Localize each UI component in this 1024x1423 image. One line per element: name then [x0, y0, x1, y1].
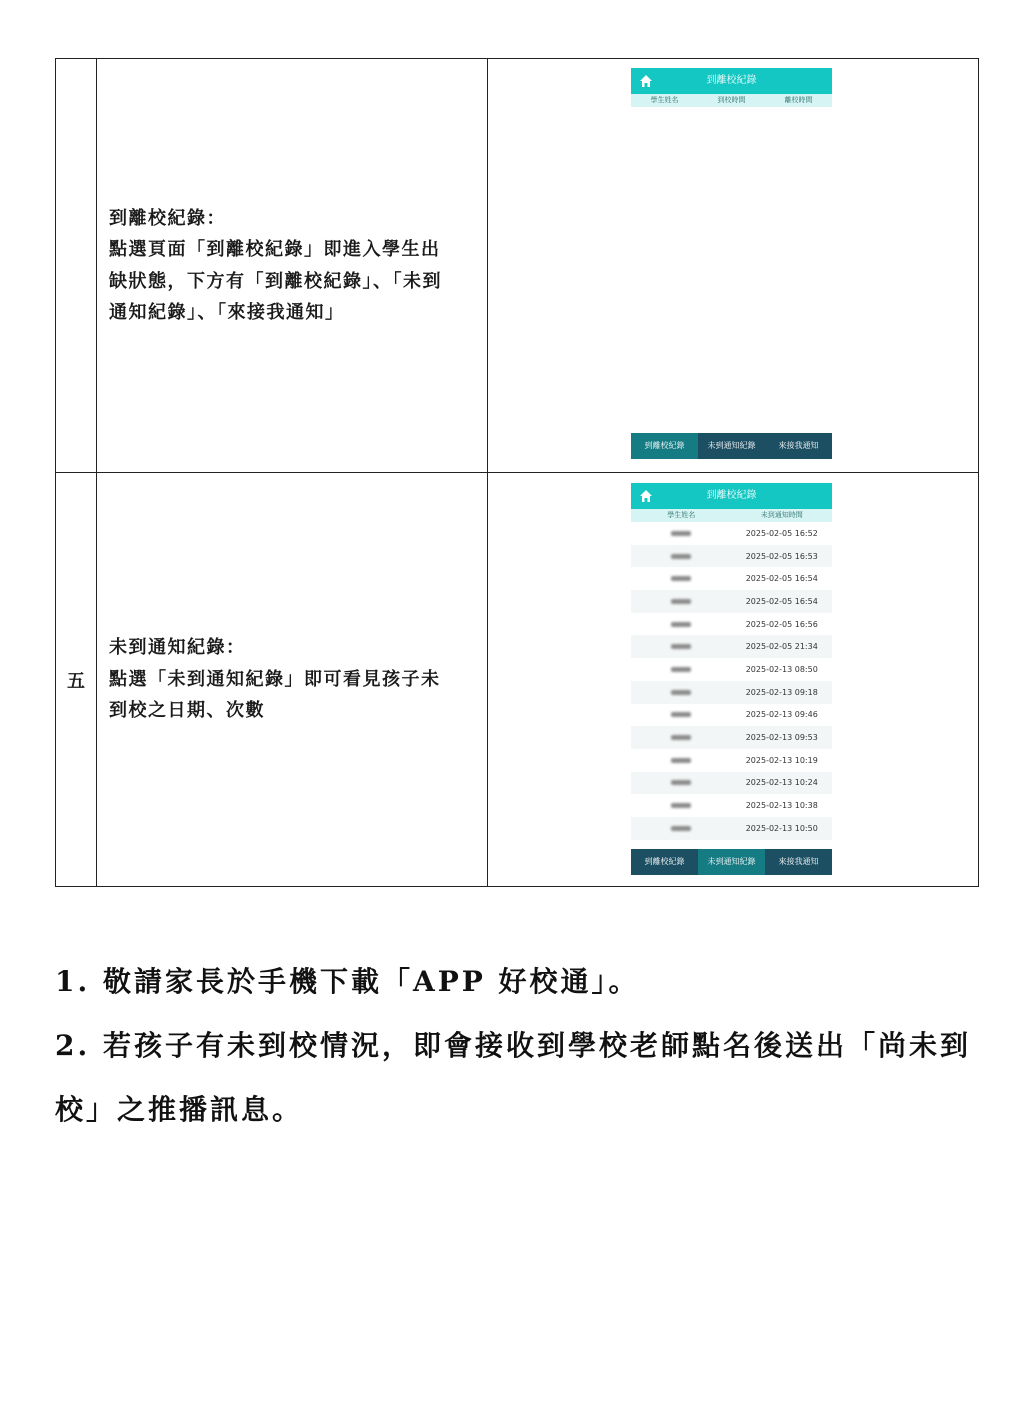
column-headers [631, 94, 832, 107]
notice-time: 2025-02-13 08:50 [745, 664, 818, 674]
tab-absence-records[interactable]: 未到通知紀錄 [698, 849, 765, 875]
notice-time: 2025-02-05 21:34 [745, 642, 818, 652]
notice-time: 2025-02-13 09:46 [745, 710, 818, 720]
notice-time: 2025-02-05 16:52 [745, 528, 818, 538]
notice-time: 2025-02-05 16:56 [745, 619, 818, 629]
list-item[interactable] [631, 545, 832, 568]
app-title: 到離校紀錄 [706, 75, 757, 86]
column-header: 學生姓名 [667, 511, 696, 519]
redaction-blur [671, 735, 691, 740]
redaction-blur [671, 531, 691, 536]
redaction-blur [671, 712, 691, 717]
desc-heading: 到離校紀錄： [109, 207, 226, 229]
student-name-redacted [631, 599, 732, 604]
notice-time: 2025-02-13 10:24 [745, 778, 818, 788]
desc-text: 點選「未到通知紀錄」即可看見孩子未 [109, 668, 441, 690]
notice-time: 2025-02-05 16:53 [745, 551, 818, 561]
home-icon[interactable] [639, 489, 653, 503]
student-name-redacted [631, 554, 732, 559]
student-name-redacted [631, 712, 732, 717]
note-item: 2. 若孩子有未到校情況，即會接收到學校老師點名後送出「尚未到 [55, 1029, 971, 1062]
instruction-table [55, 58, 979, 887]
notice-time: 2025-02-13 09:53 [745, 733, 818, 743]
screenshot-cell [488, 59, 979, 473]
list-item[interactable] [631, 817, 832, 840]
list-item[interactable] [631, 794, 832, 817]
desc-text: 通知紀錄」、「來接我通知」 [109, 302, 345, 323]
desc-text: 到校之日期、次數 [109, 700, 265, 722]
column-header: 到校時間 [717, 96, 746, 104]
list-item[interactable] [631, 749, 832, 772]
column-headers [631, 509, 832, 522]
desc-text: 點選頁面「到離校紀錄」即進入學生出 [109, 239, 441, 260]
app-header [631, 483, 832, 509]
student-name-redacted [631, 735, 732, 740]
student-name-redacted [631, 622, 732, 627]
tab-pickup-notice[interactable]: 來接我通知 [778, 441, 819, 450]
redaction-blur [671, 622, 691, 627]
list-item[interactable] [631, 613, 832, 636]
list-item[interactable] [631, 635, 832, 658]
row-number [56, 59, 97, 473]
redaction-blur [671, 690, 691, 695]
notice-time: 2025-02-13 10:38 [745, 801, 818, 811]
column-header: 未到通知時間 [760, 511, 803, 519]
redaction-blur [671, 758, 691, 763]
row-number: 五 [56, 473, 97, 887]
redaction-blur [671, 576, 691, 581]
list-item[interactable] [631, 590, 832, 613]
student-name-redacted [631, 826, 732, 831]
list-item[interactable] [631, 772, 832, 795]
tab-pickup-notice[interactable]: 來接我通知 [778, 857, 819, 866]
desc-text: 缺狀態，下方有「到離校紀錄」、「未到 [109, 270, 442, 292]
app-title: 到離校紀錄 [706, 490, 757, 501]
list-item[interactable] [631, 704, 832, 727]
redaction-blur [671, 803, 691, 808]
tab-arrival-records[interactable]: 到離校紀錄 [644, 857, 685, 866]
record-list [631, 522, 832, 840]
notice-time: 2025-02-13 10:19 [745, 755, 818, 765]
column-header: 離校時間 [784, 96, 813, 104]
list-item[interactable] [631, 681, 832, 704]
screenshot-cell [488, 473, 979, 887]
tab-absence-records[interactable]: 未到通知紀錄 [707, 441, 756, 450]
home-icon[interactable] [639, 74, 653, 88]
table-row [56, 59, 979, 473]
bottom-tab-bar [631, 433, 832, 459]
desc-heading: 未到通知紀錄： [109, 637, 246, 659]
redaction-blur [671, 644, 691, 649]
student-name-redacted [631, 803, 732, 808]
app-header [631, 68, 832, 94]
bottom-tab-bar [631, 849, 832, 875]
note-item: 1. 敬請家長於手機下載「APP 好校通」。 [55, 965, 640, 998]
redaction-blur [671, 667, 691, 672]
column-header: 學生姓名 [650, 96, 679, 104]
row-description [97, 473, 488, 887]
redaction-blur [671, 780, 691, 785]
student-name-redacted [631, 758, 732, 763]
list-item[interactable] [631, 522, 832, 545]
redaction-blur [671, 599, 691, 604]
notice-time: 2025-02-13 09:18 [745, 687, 818, 697]
student-name-redacted [631, 644, 732, 649]
notice-time: 2025-02-05 16:54 [745, 596, 818, 606]
list-item[interactable] [631, 658, 832, 681]
tab-arrival-records[interactable]: 到離校紀錄 [631, 433, 698, 459]
list-item[interactable] [631, 567, 832, 590]
student-name-redacted [631, 531, 732, 536]
redaction-blur [671, 554, 691, 559]
student-name-redacted [631, 667, 732, 672]
student-name-redacted [631, 690, 732, 695]
student-name-redacted [631, 576, 732, 581]
phone-screenshot [631, 68, 832, 460]
redaction-blur [671, 826, 691, 831]
row-description [97, 59, 488, 473]
notes-section [55, 950, 980, 1142]
list-item[interactable] [631, 726, 832, 749]
note-item: 校」之推播訊息。 [55, 1093, 304, 1126]
notice-time: 2025-02-05 16:54 [745, 574, 818, 584]
table-row [56, 473, 979, 887]
student-name-redacted [631, 780, 732, 785]
phone-screenshot [631, 483, 832, 876]
notice-time: 2025-02-13 10:50 [745, 823, 818, 833]
